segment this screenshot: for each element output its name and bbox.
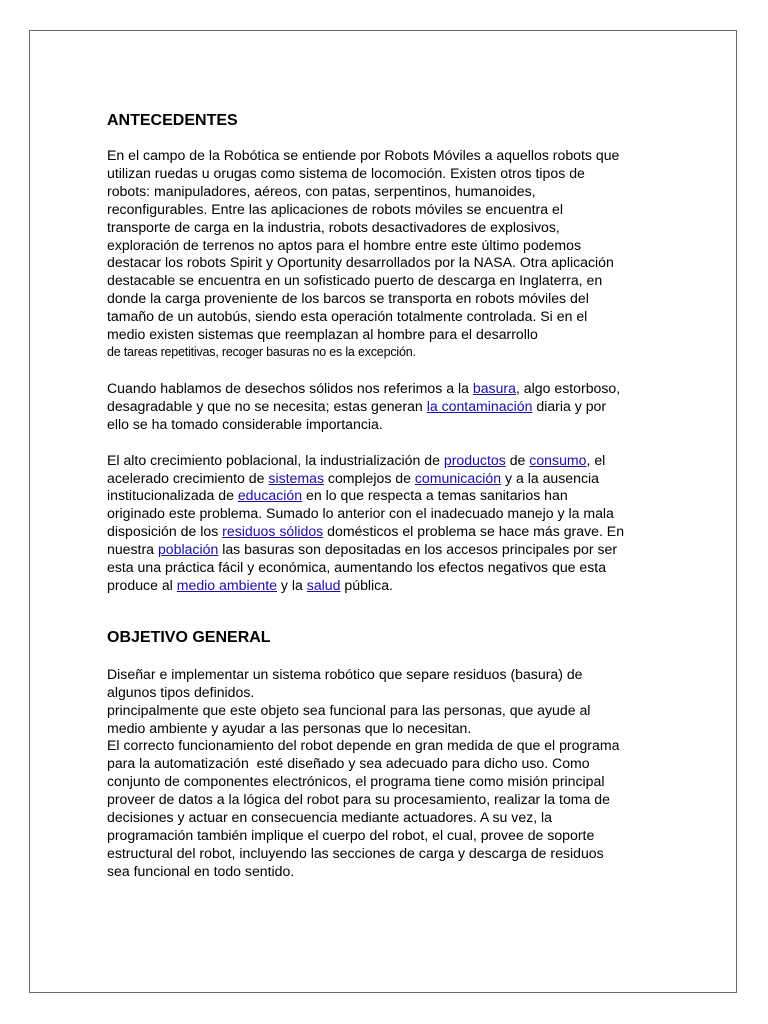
text-span: complejos de bbox=[324, 469, 415, 486]
text-line: destacar los robots Spirit y Oportunity desarrollados por la NASA. Otra aplicación bbox=[107, 254, 614, 271]
text-span: nuestra bbox=[107, 541, 158, 558]
text-line: reconfigurables. Entre las aplicaciones de robots móviles se encuentra el bbox=[107, 200, 563, 217]
text-line: donde la carga proveniente de los barcos se transporta en robots móviles del bbox=[107, 290, 589, 307]
text-line: medio ambiente y ayudar a las personas que lo necesitan. bbox=[107, 719, 472, 736]
text-line-small: de tareas repetitivas, recoger basuras no es la excepción. bbox=[107, 344, 416, 359]
link-consumo[interactable]: consumo bbox=[529, 451, 587, 468]
text-line: proveer de datos a la lógica del robot para su procesamiento, realizar la toma de bbox=[107, 791, 610, 808]
text-span: acelerado crecimiento de bbox=[107, 469, 269, 486]
text-span: institucionalizada de bbox=[107, 487, 238, 504]
text-line: utilizan ruedas u orugas como sistema de locomoción. Existen otros tipos de bbox=[107, 164, 585, 181]
document-page bbox=[29, 30, 737, 993]
text-span: de bbox=[505, 451, 530, 468]
text-span: pública. bbox=[340, 576, 393, 593]
text-line: originado este problema. Sumado lo anterior con el inadecuado manejo y la mala bbox=[107, 505, 614, 522]
document-content bbox=[107, 111, 667, 881]
text-line bbox=[107, 452, 667, 470]
paragraph-antecedentes-2 bbox=[107, 380, 667, 434]
text-span: Cuando hablamos de desechos sólidos nos referimos a la bbox=[107, 379, 473, 396]
text-span: diaria y por bbox=[532, 397, 607, 414]
text-line: para la automatización esté diseñado y sea adecuado para dicho uso. Como bbox=[107, 755, 590, 772]
text-line: estructural del robot, incluyendo las secciones de carga y descarga de residuos bbox=[107, 844, 604, 861]
text-span: desagradable y que no se necesita; estas generan bbox=[107, 397, 427, 414]
text-span: y a la ausencia bbox=[501, 469, 599, 486]
text-line bbox=[107, 487, 667, 505]
text-span: en lo que respecta a temas sanitarios han bbox=[302, 487, 568, 504]
heading-antecedentes: ANTECEDENTES bbox=[107, 112, 238, 129]
paragraph-antecedentes-3 bbox=[107, 452, 667, 595]
text-line: algunos tipos definidos. bbox=[107, 683, 255, 700]
text-line: principalmente que este objeto sea funcional para las personas, que ayude al bbox=[107, 701, 591, 718]
text-line: transporte de carga en la industria, robots desactivadores de explosivos, bbox=[107, 218, 560, 235]
text-span: domésticos el problema se hace más grave. En bbox=[323, 523, 625, 540]
text-line: destacable se encuentra en un sofisticado puerto de descarga en Inglaterra, en bbox=[107, 272, 603, 289]
text-line bbox=[107, 380, 667, 398]
paragraph-antecedentes-1 bbox=[107, 147, 667, 362]
text-span: El alto crecimiento poblacional, la industrialización de bbox=[107, 451, 444, 468]
text-line: esta una práctica fácil y económica, aumentando los efectos negativos que esta bbox=[107, 559, 607, 576]
link-residuos-solidos[interactable]: residuos sólidos bbox=[222, 523, 324, 540]
link-medio-ambiente[interactable]: medio ambiente bbox=[176, 576, 278, 593]
text-line: Diseñar e implementar un sistema robótico que separe residuos (basura) de bbox=[107, 665, 583, 682]
link-comunicacion[interactable]: comunicación bbox=[414, 469, 502, 486]
text-line bbox=[107, 470, 667, 488]
text-line: medio existen sistemas que reemplazan al hombre para el desarrollo bbox=[107, 326, 538, 343]
text-line: En el campo de la Robótica se entiende por Robots Móviles a aquellos robots que bbox=[107, 147, 620, 163]
text-line: decisiones y actuar en consecuencia mediante actuadores. A su vez, la bbox=[107, 809, 553, 826]
link-la-contaminacion[interactable]: la contaminación bbox=[426, 397, 533, 414]
text-span: , el bbox=[586, 451, 606, 468]
text-span: disposición de los bbox=[107, 523, 223, 540]
link-educacion[interactable]: educación bbox=[237, 487, 303, 504]
text-line: El correcto funcionamiento del robot depende en gran medida de que el programa bbox=[107, 737, 620, 754]
link-salud[interactable]: salud bbox=[306, 576, 341, 593]
text-span: , algo estorboso, bbox=[515, 379, 621, 396]
link-basura[interactable]: basura bbox=[472, 379, 516, 396]
paragraph-objetivo-general bbox=[107, 666, 667, 881]
text-line: robots: manipuladores, aéreos, con patas, serpentinos, humanoides, bbox=[107, 182, 536, 199]
text-line bbox=[107, 398, 667, 416]
link-productos[interactable]: productos bbox=[443, 451, 506, 468]
text-line: sea funcional en todo sentido. bbox=[107, 862, 295, 879]
text-line bbox=[107, 541, 667, 559]
text-span: las basuras son depositadas en los accesos principales por ser bbox=[218, 541, 618, 558]
heading-objetivo-general: OBJETIVO GENERAL bbox=[107, 628, 271, 646]
link-sistemas[interactable]: sistemas bbox=[268, 469, 324, 486]
text-line: ello se ha tomado considerable importancia. bbox=[107, 415, 383, 432]
text-span: produce al bbox=[107, 576, 177, 593]
link-poblacion[interactable]: población bbox=[157, 541, 219, 558]
text-line bbox=[107, 523, 667, 541]
text-span: y la bbox=[277, 576, 307, 593]
text-line bbox=[107, 577, 667, 595]
text-line: exploración de terrenos no aptos para el hombre entre este último podemos bbox=[107, 236, 581, 253]
text-line: programación también implique el cuerpo del robot, el cual, provee de soporte bbox=[107, 827, 595, 843]
text-line: tamaño de un autobús, siendo esta operación totalmente controlada. Si en el bbox=[107, 308, 588, 325]
text-line: conjunto de componentes electrónicos, el programa tiene como misión principal bbox=[107, 773, 605, 790]
